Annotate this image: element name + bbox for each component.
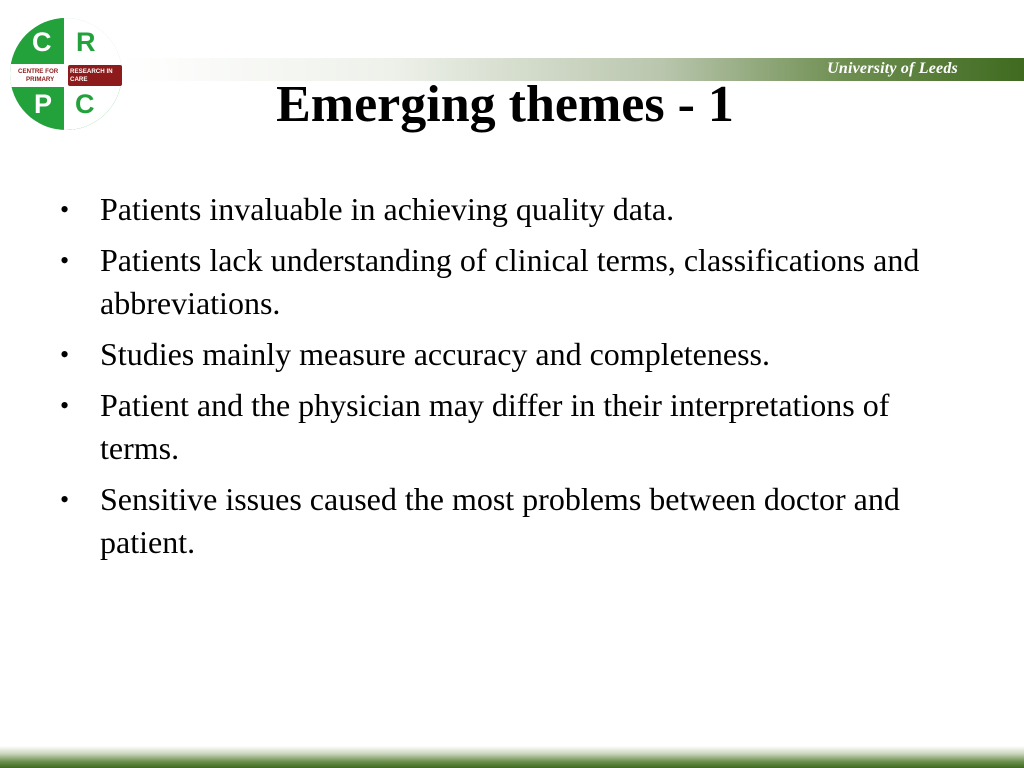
bullet-dot-icon: • (60, 391, 70, 420)
bullet-item (58, 188, 958, 231)
bullet-text: Patients lack understanding of clinical terms, classifications and abbreviations. (100, 242, 920, 321)
logo-band-right-2: CARE (70, 76, 88, 83)
bullet-text: Patient and the physician may differ in their interpretations of terms. (100, 387, 890, 466)
bullet-dot-icon: • (60, 340, 70, 369)
logo-band-right-1: RESEARCH IN (70, 68, 113, 75)
bullet-item (58, 384, 958, 470)
logo-letter-c-top: C (32, 27, 52, 57)
slide-title: Emerging themes - 1 (276, 76, 734, 133)
bullet-list (58, 188, 958, 572)
logo-letter-p: P (34, 89, 53, 119)
bullet-dot-icon: • (60, 246, 70, 275)
logo-band-left-2: PRIMARY (26, 76, 55, 83)
footer-bar (0, 746, 1024, 768)
bullet-dot-icon: • (60, 485, 70, 514)
bullet-text: Sensitive issues caused the most problems between doctor and patient. (100, 481, 900, 560)
bullet-item (58, 478, 958, 564)
bullet-item (58, 333, 958, 376)
university-label: University of Leeds (827, 60, 958, 77)
logo-letter-r: R (76, 27, 96, 57)
bullet-text: Studies mainly measure accuracy and completeness. (100, 336, 770, 372)
bullet-dot-icon: • (60, 195, 70, 224)
bullet-item (58, 239, 958, 325)
logo-letter-c-bottom: C (75, 89, 95, 119)
bullet-text: Patients invaluable in achieving quality data. (100, 191, 675, 227)
logo-band-left-1: CENTRE FOR (18, 68, 59, 75)
